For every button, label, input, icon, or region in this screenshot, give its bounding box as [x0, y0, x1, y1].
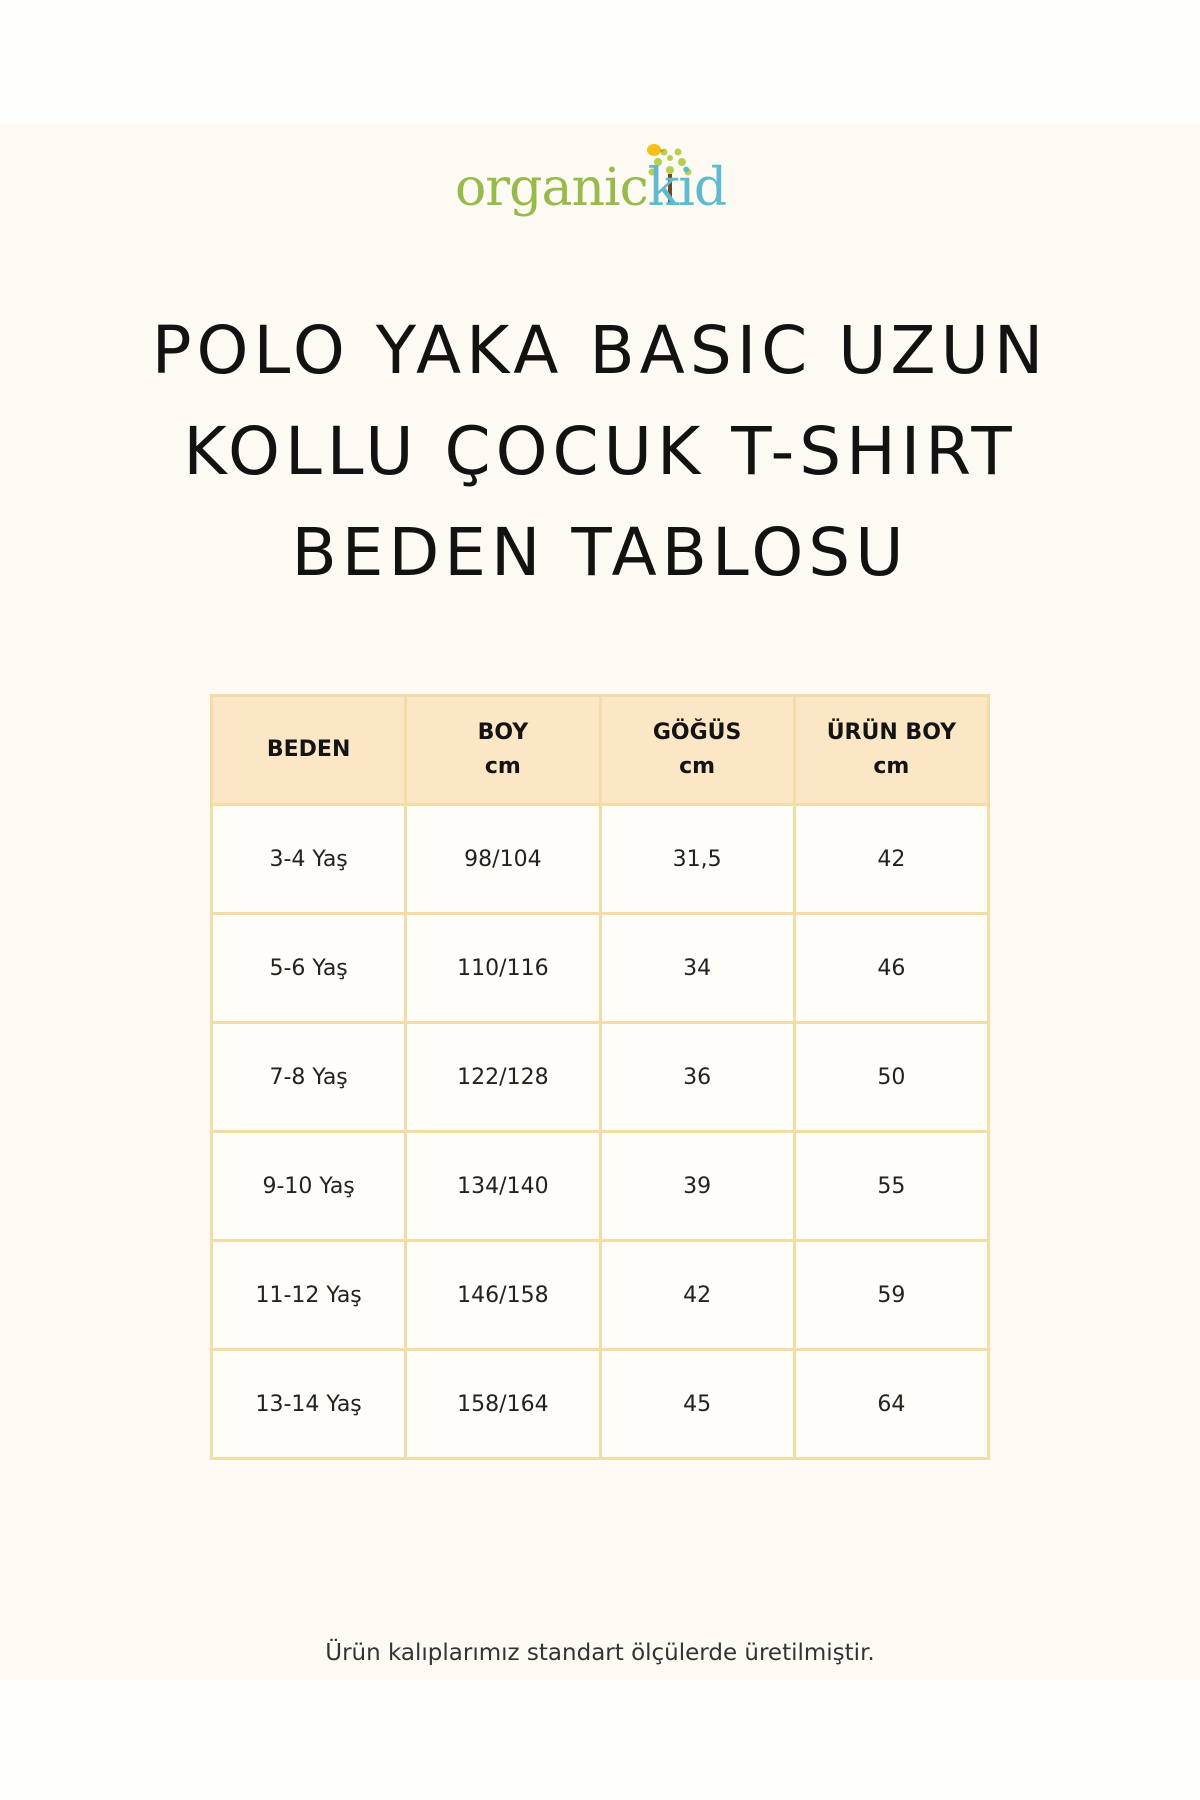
header-label: BEDEN [266, 737, 351, 762]
header-boy [406, 696, 600, 805]
cell-boy: 158/164 [406, 1350, 600, 1459]
header-beden [212, 696, 406, 805]
cell-beden: 13-14 Yaş [212, 1350, 406, 1459]
header-unit: cm [679, 754, 716, 779]
cell-beden: 3-4 Yaş [212, 805, 406, 914]
cell-gogus: 34 [600, 914, 794, 1023]
cell-boy: 98/104 [406, 805, 600, 914]
header-unit: cm [873, 754, 910, 779]
table-row [212, 1023, 989, 1132]
cell-gogus: 39 [600, 1132, 794, 1241]
header-gogus [600, 696, 794, 805]
table-row [212, 1350, 989, 1459]
cell-gogus: 42 [600, 1241, 794, 1350]
title-line: KOLLU ÇOCUK T-SHIRT [183, 413, 1017, 490]
cell-urun-boy: 64 [794, 1350, 988, 1459]
table-row [212, 1132, 989, 1241]
header-label: GÖĞÜS [652, 720, 742, 745]
table-row [212, 805, 989, 914]
cell-gogus: 31,5 [600, 805, 794, 914]
header-urun-boy [794, 696, 988, 805]
cell-urun-boy: 55 [794, 1132, 988, 1241]
cell-beden: 7-8 Yaş [212, 1023, 406, 1132]
cell-urun-boy: 50 [794, 1023, 988, 1132]
table-header-row [212, 696, 989, 805]
brand-name-organic: organic [455, 158, 648, 218]
cell-boy: 110/116 [406, 914, 600, 1023]
header-label: ÜRÜN BOY [826, 720, 957, 745]
header-unit: cm [484, 754, 521, 779]
size-table [210, 694, 990, 1460]
table-row [212, 1241, 989, 1350]
cell-boy: 146/158 [406, 1241, 600, 1350]
title-line: POLO YAKA BASIC UZUN [151, 312, 1049, 389]
cell-urun-boy: 42 [794, 805, 988, 914]
page-title [100, 300, 1100, 603]
brand-name-kid: kid [647, 158, 727, 218]
footnote: Ürün kalıplarımız standart ölçülerde üretilmiştir. [325, 1640, 875, 1666]
cell-gogus: 36 [600, 1023, 794, 1132]
header-label: BOY [477, 720, 529, 745]
brand-wordmark [455, 158, 726, 218]
cell-boy: 134/140 [406, 1132, 600, 1241]
table-row [212, 914, 989, 1023]
cell-beden: 9-10 Yaş [212, 1132, 406, 1241]
cell-boy: 122/128 [406, 1023, 600, 1132]
cell-urun-boy: 46 [794, 914, 988, 1023]
cell-gogus: 45 [600, 1350, 794, 1459]
cell-urun-boy: 59 [794, 1241, 988, 1350]
cell-beden: 11-12 Yaş [212, 1241, 406, 1350]
brand-logo [455, 140, 755, 220]
cell-beden: 5-6 Yaş [212, 914, 406, 1023]
title-line: BEDEN TABLOSU [291, 514, 909, 591]
